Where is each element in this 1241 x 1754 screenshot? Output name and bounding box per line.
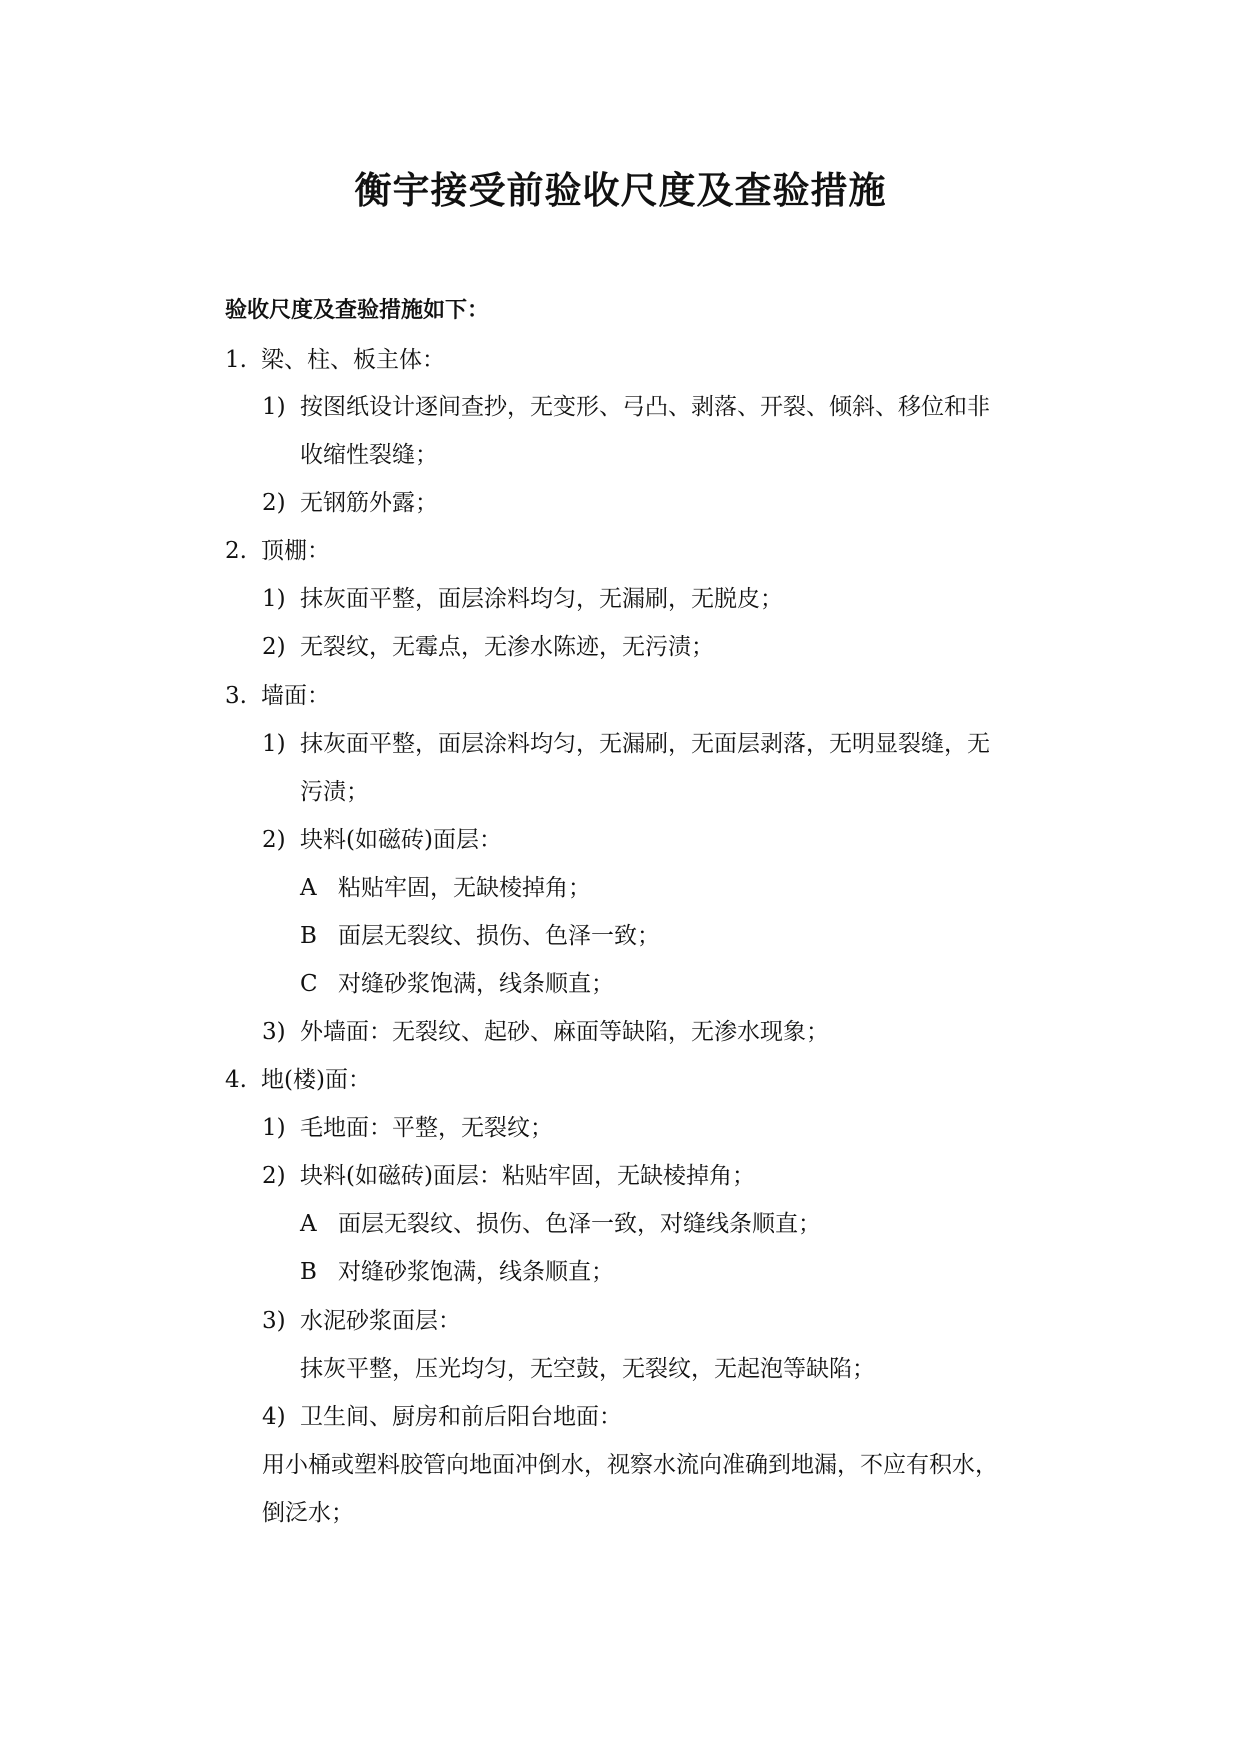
item-number: 3)	[262, 1019, 286, 1045]
item-3-2-a	[300, 877, 591, 900]
item-letter: A	[300, 875, 317, 901]
section-title: 顶棚：	[261, 538, 330, 564]
item-text: 块料(如磁砖)面层：	[300, 827, 502, 853]
item-text: 面层无裂纹、损伤、色泽一致；	[338, 923, 660, 949]
item-3-2	[262, 829, 502, 852]
item-letter: B	[300, 923, 317, 949]
item-letter: A	[300, 1211, 317, 1237]
item-4-4-body: 用小桶或塑料胶管向地面冲倒水，视察水流向准确到地漏，不应有积水，	[262, 1452, 998, 1478]
item-1-2	[262, 492, 438, 515]
item-letter: C	[300, 971, 318, 997]
item-4-2-a	[300, 1213, 821, 1236]
document-title: 衡宇接受前验收尺度及查验措施	[354, 169, 887, 212]
item-1-1-continued: 收缩性裂缝；	[300, 442, 438, 468]
item-1-1	[262, 396, 990, 419]
item-text: 抹灰面平整，面层涂料均匀，无漏刷，无脱皮；	[300, 586, 783, 612]
section-4-heading	[225, 1069, 371, 1092]
item-4-3-continued: 抹灰平整，压光均匀，无空鼓，无裂纹，无起泡等缺陷；	[300, 1356, 875, 1382]
intro-heading: 验收尺度及查验措施如下：	[225, 298, 490, 323]
item-number: 3)	[262, 1308, 286, 1334]
item-text: 对缝砂浆饱满，线条顺直；	[338, 971, 614, 997]
item-number: 1)	[262, 586, 286, 612]
item-4-2	[262, 1165, 755, 1188]
item-text: 卫生间、厨房和前后阳台地面：	[300, 1404, 622, 1430]
item-text: 按图纸设计逐间查抄，无变形、弓凸、剥落、开裂、倾斜、移位和非	[300, 394, 990, 420]
item-3-3	[262, 1021, 829, 1044]
section-number: 3.	[225, 683, 247, 709]
item-3-1	[262, 733, 990, 756]
item-text: 毛地面：平整，无裂纹；	[300, 1115, 553, 1141]
item-4-4	[262, 1406, 622, 1429]
section-title: 墙面：	[261, 683, 330, 709]
item-text: 面层无裂纹、损伤、色泽一致，对缝线条顺直；	[338, 1211, 821, 1237]
item-4-4-body-continued: 倒泛水；	[262, 1500, 354, 1526]
item-number: 1)	[262, 394, 286, 420]
section-2-heading	[225, 540, 330, 563]
item-number: 4)	[262, 1404, 286, 1430]
item-text: 粘贴牢固，无缺棱掉角；	[338, 875, 591, 901]
item-number: 1)	[262, 1115, 286, 1141]
item-4-3	[262, 1310, 461, 1333]
section-title: 梁、柱、板主体：	[261, 347, 445, 373]
item-text: 无裂纹，无霉点，无渗水陈迹，无污渍；	[300, 634, 714, 660]
item-3-2-c	[300, 973, 614, 996]
section-number: 1.	[225, 347, 247, 373]
item-text: 无钢筋外露；	[300, 490, 438, 516]
item-letter: B	[300, 1259, 317, 1285]
item-text: 外墙面：无裂纹、起砂、麻面等缺陷，无渗水现象；	[300, 1019, 829, 1045]
section-number: 4.	[225, 1067, 247, 1093]
item-2-1	[262, 588, 783, 611]
section-3-heading	[225, 685, 330, 708]
item-2-2	[262, 636, 714, 659]
item-number: 1)	[262, 731, 286, 757]
item-text: 水泥砂浆面层：	[300, 1308, 461, 1334]
item-4-1	[262, 1117, 553, 1140]
item-3-2-b	[300, 925, 660, 948]
item-number: 2)	[262, 1163, 286, 1189]
section-1-heading	[225, 349, 445, 372]
section-title: 地(楼)面：	[261, 1067, 371, 1093]
item-text: 抹灰面平整，面层涂料均匀，无漏刷，无面层剥落，无明显裂缝，无	[300, 731, 990, 757]
item-number: 2)	[262, 490, 286, 516]
section-number: 2.	[225, 538, 247, 564]
item-4-2-b	[300, 1261, 614, 1284]
item-number: 2)	[262, 634, 286, 660]
item-number: 2)	[262, 827, 286, 853]
item-text: 块料(如磁砖)面层：粘贴牢固，无缺棱掉角；	[300, 1163, 755, 1189]
item-3-1-continued: 污渍；	[300, 779, 369, 805]
item-text: 对缝砂浆饱满，线条顺直；	[338, 1259, 614, 1285]
